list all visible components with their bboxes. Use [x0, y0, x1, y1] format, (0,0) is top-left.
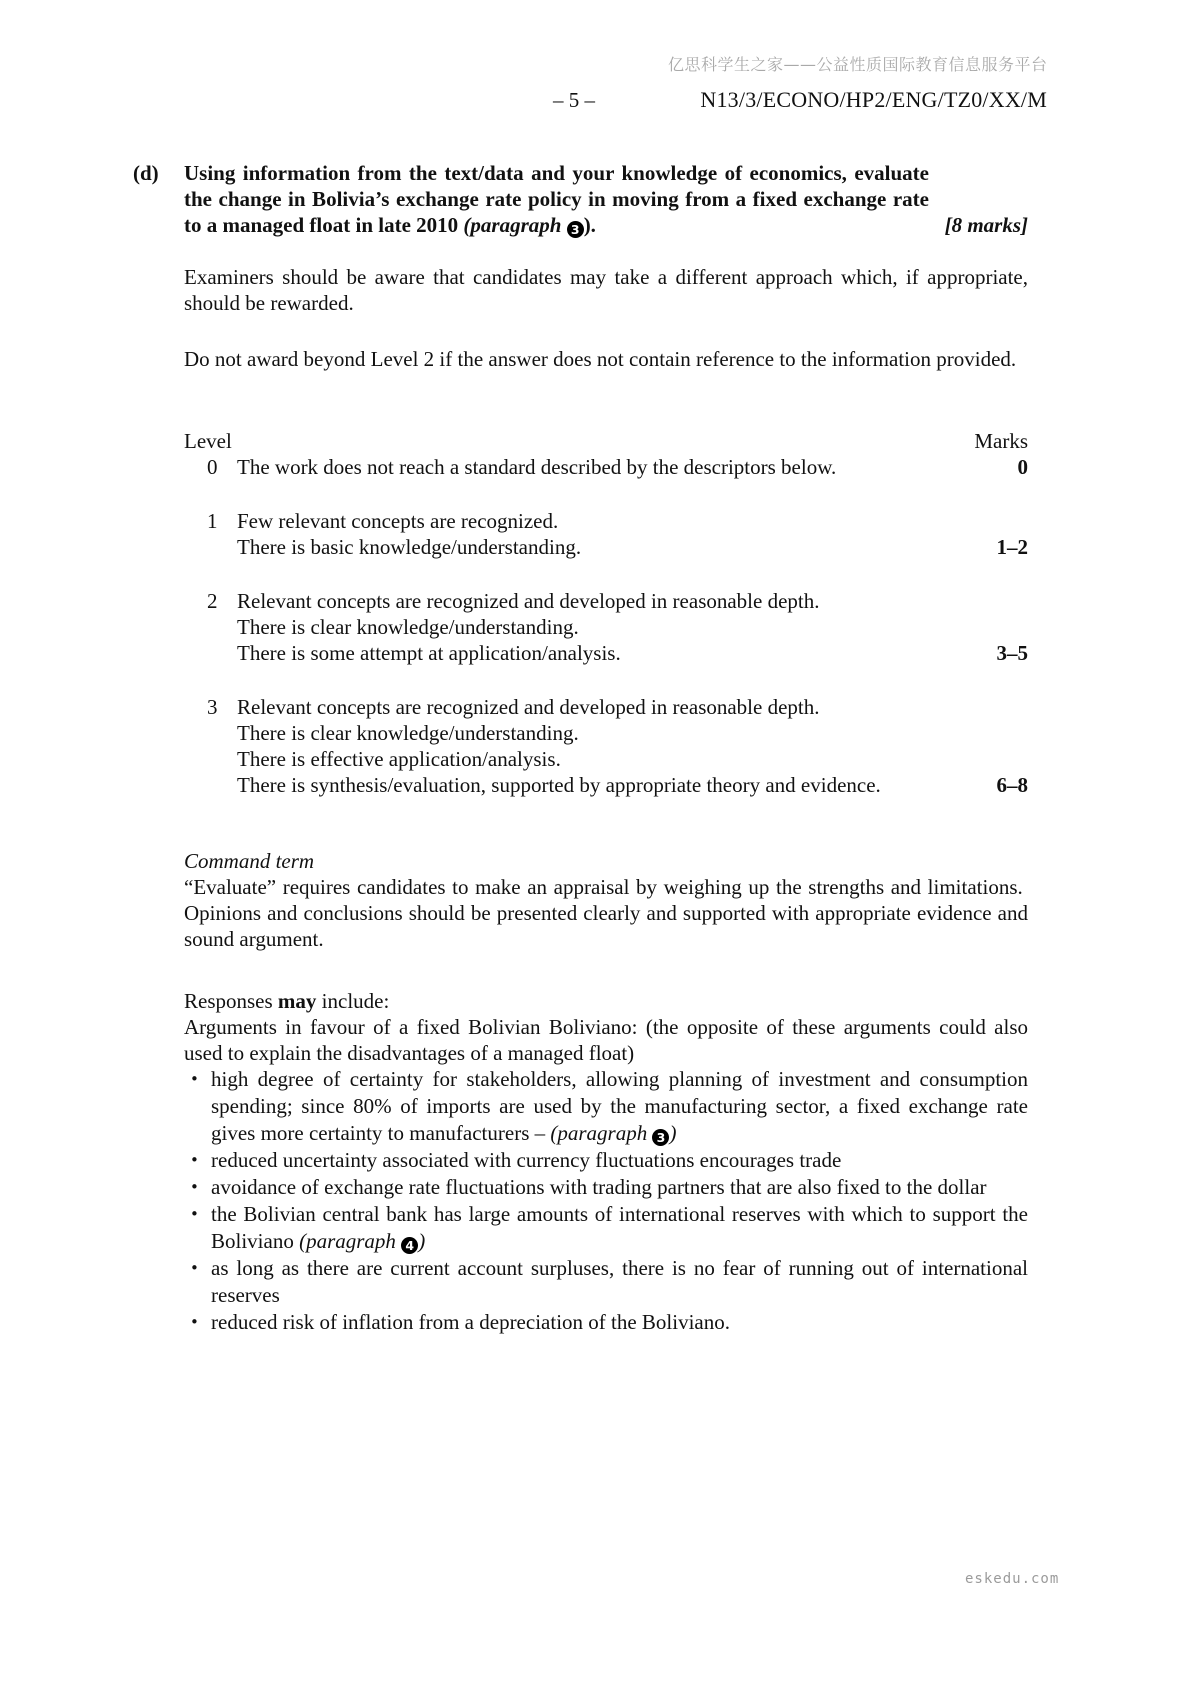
bullet-icon: [190, 1066, 211, 1147]
question-d: [133, 160, 1028, 238]
bullet-text: [211, 1066, 1028, 1147]
exam-paper-code: N13/3/ECONO/HP2/ENG/TZ0/XX/M: [700, 87, 1047, 112]
circled-digit-3-icon: 3: [567, 221, 584, 238]
footer-watermark: eskedu.com: [965, 1571, 1060, 1587]
level-number: 1: [207, 509, 218, 533]
question-text: [184, 160, 929, 238]
list-item: [190, 1066, 1028, 1147]
rubric-header: [184, 428, 1028, 454]
arguments-lead: Arguments in favour of a fixed Bolivian Boliviano: (the opposite of these arguments could also used to explain the disadvantages of a managed float): [184, 1015, 1028, 1065]
list-item: [190, 1255, 1028, 1309]
list-item: [190, 1174, 1028, 1201]
command-term-heading: Command term: [184, 849, 315, 873]
bullet-text: reduced risk of inflation from a depreciation of the Boliviano.: [211, 1310, 731, 1334]
responses-intro: [184, 988, 1028, 1014]
response-bullet-list: [190, 1066, 1028, 1336]
bullet-text: reduced uncertainty associated with currency fluctuations encourages trade: [211, 1148, 842, 1172]
page-content: [133, 160, 1028, 1336]
circled-digit-3-icon: 3: [652, 1129, 669, 1146]
descriptor-line: There is clear knowledge/understanding.: [237, 615, 579, 639]
descriptor-line: There is some attempt at application/analysis.: [237, 641, 621, 665]
question-main-text: Using information from the text/data and your knowledge of economics, evaluate the change in Bolivia’s exchange rate policy in moving from a fixed exchange rate to a managed float in late 2010: [184, 161, 929, 237]
descriptor-line: There is basic knowledge/understanding.: [237, 535, 582, 559]
bullet-icon: [190, 1147, 211, 1174]
circled-digit-4-icon: 4: [401, 1237, 418, 1254]
descriptor-line: There is synthesis/evaluation, supported by appropriate theory and evidence.: [237, 773, 881, 797]
site-watermark: 亿思科学生之家——公益性质国际教育信息服务平台: [668, 55, 1048, 74]
list-item: [190, 1147, 1028, 1174]
responses-intro-may: may: [277, 989, 317, 1013]
rubric-row-level-2: [184, 588, 1028, 666]
question-label: (d): [133, 161, 159, 185]
level-descriptors: [237, 588, 928, 666]
bullet-text: as long as there are current account surpluses, there is no fear of running out of international reserves: [211, 1256, 1028, 1307]
bullet-icon: [190, 1309, 211, 1336]
descriptor-line: Relevant concepts are recognized and developed in reasonable depth.: [237, 695, 820, 719]
level-number: 0: [207, 455, 218, 479]
paragraph-cite-close: ).: [583, 213, 596, 237]
responses-intro-prefix: Responses: [184, 989, 278, 1013]
marks-column-header: Marks: [974, 429, 1028, 453]
list-item: [190, 1201, 1028, 1255]
bullet-icon: [190, 1201, 211, 1255]
descriptor-line: Few relevant concepts are recognized.: [237, 509, 559, 533]
examiners-note: Examiners should be aware that candidates may take a different approach which, if appropriate, should be rewarded.: [184, 265, 1028, 315]
marks-value: 6–8: [996, 773, 1028, 797]
level-number: 2: [207, 589, 218, 613]
command-term-body: “Evaluate” requires candidates to make an appraisal by weighing up the strengths and limitations. Opinions and conclusions should be presented clearly and supported with appropriate evidence and sound argument.: [184, 875, 1028, 951]
marks-value: 1–2: [996, 535, 1028, 559]
responses-intro-suffix: include:: [316, 989, 390, 1013]
paragraph-cite: (paragraph: [463, 213, 567, 237]
bullet-icon: [190, 1255, 211, 1309]
levels-rubric: [184, 428, 1028, 798]
marks-value: 0: [1017, 455, 1028, 479]
bullet-body: the Bolivian central bank has large amounts of international reserves with which to support the Boliviano: [211, 1202, 1028, 1253]
bullet-text: [211, 1201, 1028, 1255]
level-column-header: Level: [184, 429, 232, 453]
descriptor-line: There is clear knowledge/understanding.: [237, 721, 579, 745]
level-descriptors: [237, 454, 928, 480]
do-not-award-note: Do not award beyond Level 2 if the answer does not contain reference to the information provided.: [184, 347, 1017, 371]
bullet-icon: [190, 1174, 211, 1201]
page-number: – 5 –: [553, 88, 595, 112]
paragraph-cite: (paragraph: [550, 1121, 653, 1145]
paragraph-cite-close: ): [669, 1121, 677, 1145]
rubric-row-level-3: [184, 694, 1028, 798]
list-item: [190, 1309, 1028, 1336]
descriptor-line: Relevant concepts are recognized and developed in reasonable depth.: [237, 589, 820, 613]
marks-value: 3–5: [996, 641, 1028, 665]
descriptor-line: There is effective application/analysis.: [237, 747, 561, 771]
question-marks: [8 marks]: [944, 213, 1028, 237]
rubric-row-level-1: [184, 508, 1028, 560]
rubric-row-level-0: [184, 454, 1028, 480]
paragraph-cite: (paragraph: [299, 1229, 402, 1253]
level-descriptors: [237, 508, 928, 560]
level-descriptors: [237, 694, 928, 798]
paragraph-cite-close: ): [418, 1229, 426, 1253]
bullet-body: high degree of certainty for stakeholders, allowing planning of investment and consumption spending; since 80% of imports are used by the manufacturing sector, a fixed exchange rate gives more certainty to manufacturers –: [211, 1067, 1028, 1145]
descriptor-line: The work does not reach a standard described by the descriptors below.: [237, 455, 837, 479]
level-number: 3: [207, 695, 218, 719]
bullet-text: avoidance of exchange rate fluctuations with trading partners that are also fixed to the dollar: [211, 1175, 987, 1199]
